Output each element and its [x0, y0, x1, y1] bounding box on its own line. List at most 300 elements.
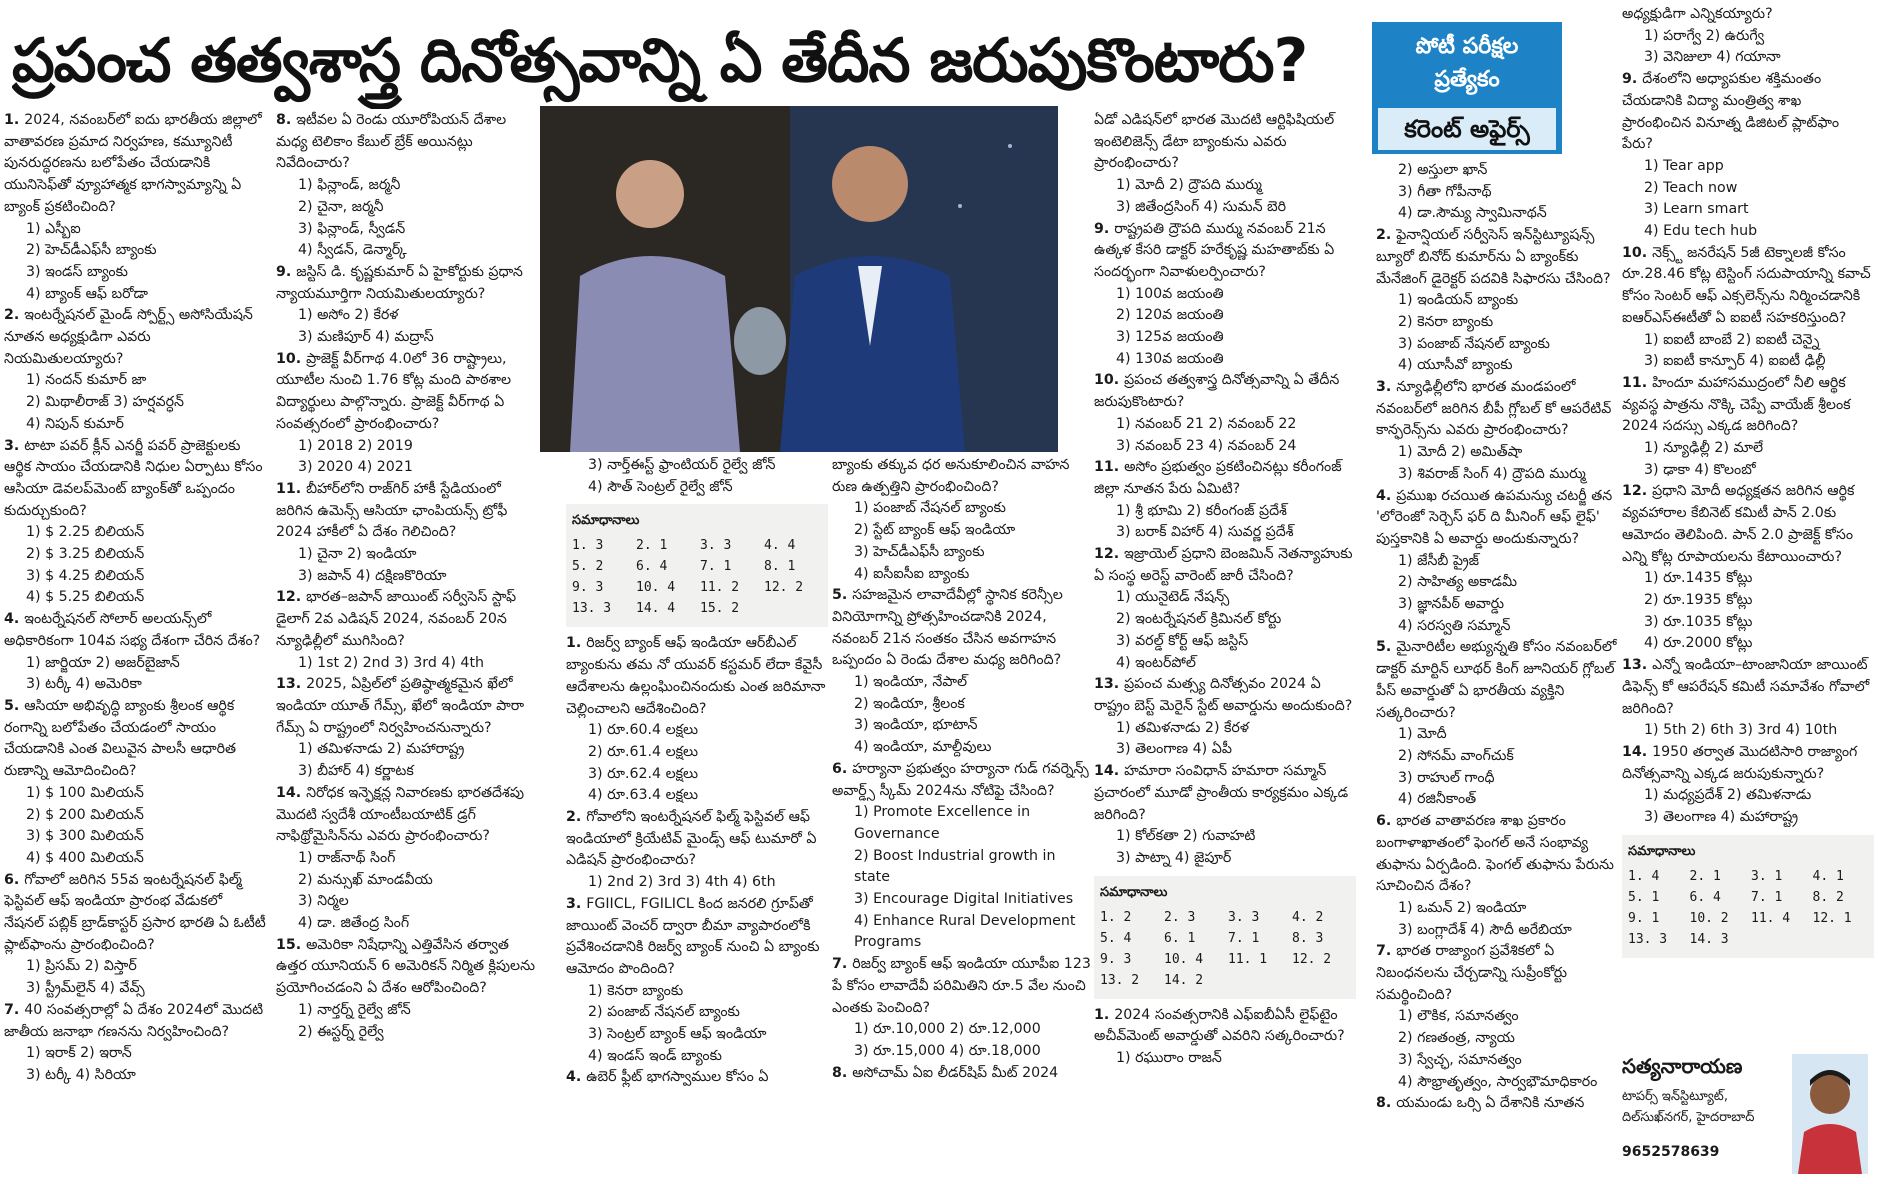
question-text	[1094, 761, 1356, 826]
question-body: రిజర్వ్ బ్యాంక్ ఆఫ్ ఇండియా ఆర్‌బీఎల్ బ్యాంకును తమ నో యువర్ కస్టమర్ లేదా కేవైసీ ఆదేశాలను ఉల్లంఘించినందుకు ఎంత జరిమానా చెల్లించాలని ఆదేశించింది?	[566, 635, 826, 717]
question-item	[4, 870, 266, 1000]
question-body: ఎన్నో ఇండియా–టాంజానియా జాయింట్ డిఫెన్స్ కో ఆపరేషన్ కమిటీ సమావేశం గోవాలో జరిగింది?	[1622, 657, 1870, 717]
question-body: యమండు ఒర్సి ఏ దేశానికి నూతన	[1396, 1095, 1585, 1112]
question-number: 9.	[276, 263, 297, 280]
question-number: 10.	[1094, 372, 1125, 389]
question-number: 4.	[1376, 487, 1397, 504]
question-number: 6.	[4, 871, 25, 888]
question-body: ఏడో ఎడిషన్‌లో భారత మొదటి ఆర్టిఫిషియల్ ఇంటెలిజెన్స్ డేటా బ్యాంకును ఎవరు ప్రారంభించారు?	[1094, 112, 1335, 172]
option-item: 1) నవంబర్ 21 2) నవంబర్ 22	[1116, 415, 1297, 432]
option-item: 3) నిర్మల	[298, 893, 349, 910]
answer-cell: 7. 1	[1228, 930, 1260, 946]
question-text	[1622, 481, 1874, 568]
question-item	[1094, 544, 1356, 674]
question-number: 11.	[1622, 374, 1653, 391]
question-text	[1094, 370, 1356, 413]
option-item: 3) స్ట్రీమ్‌లైన్ 4) వేవ్స్	[26, 980, 145, 997]
option-item: 3) వరల్డ్ కోర్ట్ ఆఫ్ జస్టిస్	[1116, 632, 1249, 649]
question-options	[1398, 898, 1620, 941]
question-number: 3.	[4, 437, 25, 454]
question-text	[1376, 377, 1620, 442]
question-number: 13.	[1622, 657, 1653, 674]
section-badge	[1372, 22, 1562, 154]
option-item: 4) ఐసీఐసీఐ బ్యాంకు	[854, 565, 970, 582]
question-number: 14.	[1622, 743, 1653, 760]
answer-cell: 10. 4	[1164, 951, 1204, 967]
question-options	[1644, 785, 1874, 828]
option-item: 1) మోదీ 2) అమిత్‌షా	[1398, 444, 1523, 461]
question-number: 1.	[4, 112, 25, 128]
question-item	[276, 110, 538, 262]
question-options	[1644, 26, 1874, 69]
question-body: ప్రపంచ తత్వశాస్త్ర దినోత్సవాన్ని ఏ తేదీన జరుపుకొంటారు?	[1094, 372, 1340, 411]
option-item: 3) నార్త్‌ఈస్ట్ ఫ్రాంటియర్ రైల్వే జోన్	[588, 457, 776, 473]
column-1-questions	[4, 110, 266, 1087]
option-item: 3) 2020 4) 2021	[298, 459, 413, 476]
option-item: 1) మధ్యప్రదేశ్ 2) తమిళనాడు	[1644, 787, 1812, 804]
question-number: 2.	[1376, 227, 1397, 244]
question-item	[566, 455, 828, 498]
option-item: 3) $ 300 మిలియన్	[26, 828, 144, 845]
question-text	[1376, 486, 1620, 551]
option-item: 3) వెనిజులా 4) గయానా	[1644, 49, 1781, 66]
question-text	[276, 783, 538, 848]
question-text	[566, 894, 828, 981]
option-item: 2) $ 3.25 బిలియన్	[26, 546, 145, 563]
question-text	[1376, 225, 1620, 290]
question-number: 5.	[4, 697, 25, 714]
option-item: 4) $ 400 మిలియన్	[26, 849, 144, 866]
question-text	[276, 587, 538, 652]
question-text	[1376, 637, 1620, 724]
right-person-head	[832, 146, 908, 222]
question-options	[854, 802, 1094, 954]
option-item: 1) Tear app	[1644, 157, 1724, 174]
option-item: 1) పంజాబ్ నేషనల్ బ్యాంకు	[854, 500, 1006, 517]
answer-cell: 12. 1	[1812, 910, 1852, 926]
question-body: బీహార్‌లోని రాజ్‌గిర్ హాకీ స్టేడియంలో జరిగిన ఉమెన్స్ ఆసియా ఛాంపియన్స్ ట్రోఫీ 2024 హాకీలో ఏ దేశం గెలిచింది?	[276, 480, 508, 541]
question-options	[298, 739, 538, 782]
question-options	[1644, 568, 1874, 655]
option-item: 1) 2018 2) 2019	[298, 437, 413, 454]
option-item: 3) రూ.1035 కోట్లు	[1644, 613, 1753, 630]
question-item	[4, 305, 266, 435]
answer-cell: 2. 3	[1164, 909, 1196, 925]
answer-cell: 14. 2	[1164, 972, 1204, 988]
question-number: 13.	[1094, 676, 1125, 693]
option-item: 4) $ 5.25 బిలియన్	[26, 589, 145, 606]
answer-cell: 2. 1	[636, 538, 668, 554]
question-body: ఉబెర్ ఫ్లీట్ భాగస్వాముల కోసం ఏ	[586, 1069, 769, 1086]
question-item	[832, 455, 1094, 585]
question-number: 8.	[1376, 1095, 1397, 1112]
question-options	[298, 848, 538, 935]
question-body: ఆసియా అభివృద్ధి బ్యాంకు శ్రీలంక ఆర్థిక రంగాన్ని బలోపేతం చేయడంలో సాయం చేయడానికి ఎంత విలువైన పాలసీ ఆధారిత రుణాన్ని ఆమోదించింది?	[4, 697, 237, 780]
author-name: సత్యనారాయణ	[1622, 1054, 1743, 1078]
author-box	[1614, 1044, 1874, 1180]
question-options	[26, 1043, 266, 1086]
option-item: 4) రజినీకాంత్	[1398, 791, 1477, 808]
question-item	[566, 633, 828, 807]
answer-cell: 11. 1	[1228, 951, 1268, 967]
question-body: అసోచామ్ ఏఐ లీడర్‌షిప్ మీట్ 2024	[852, 1064, 1059, 1081]
question-body: టాటా పవర్ క్లీన్ ఎనర్జీ పవర్ ప్రాజెక్టులకు ఆర్థిక సాయం చేయడానికి నిధుల ఏర్పాటు కోసం ఆసియా డెవలప్‌మెంట్ బ్యాంక్‌తో ఒప్పందం కుదుర్చుకుంది?	[4, 437, 263, 519]
award-photo-illustration	[540, 106, 1058, 452]
option-item: 1) యునైటెడ్ నేషన్స్	[1116, 589, 1230, 606]
option-item: 3) ఐఐటీ కాన్పూర్ 4) ఐఐటీ ఢిల్లీ	[1644, 353, 1826, 370]
option-item: 2) హెచ్‌డీఎఫ్‌సీ బ్యాంకు	[26, 242, 157, 259]
question-item	[1094, 674, 1356, 761]
answer-cell: 1. 4	[1628, 868, 1660, 884]
question-body: 2025, ఏప్రిల్‌లో ప్రతిష్ఠాత్మకమైన ఖేలో ఇండియా యూత్ గేమ్స్, ఖేలో ఇండియా పారా గేమ్స్ ఏ రాష్ట్రంలో నిర్వహించనున్నారు?	[276, 676, 525, 736]
question-options	[298, 544, 538, 587]
option-item: 4) Edu tech hub	[1644, 223, 1758, 240]
question-number: 10.	[1622, 244, 1653, 261]
answer-cell: 5. 1	[1628, 889, 1660, 905]
option-item: 2) రూ.1935 కోట్లు	[1644, 591, 1753, 608]
question-text	[1622, 69, 1874, 156]
question-options	[26, 219, 266, 306]
column-2-questions	[276, 110, 538, 1043]
option-item: 1) ఇండియా, నేపాల్	[854, 674, 968, 691]
answer-cell: 1. 2	[1100, 909, 1132, 925]
question-number: 6.	[832, 760, 853, 777]
answers-box-3	[1622, 835, 1874, 958]
option-item: 4) డా. జితేంద్ర సింగ్	[298, 915, 410, 932]
answer-cell: 14. 3	[1689, 931, 1729, 947]
question-text	[276, 110, 538, 175]
question-body: FGIICL, FGILICL కింద జనరలి గ్రూప్‌తో జాయింట్ వెంచర్ ద్వారా బీమా వ్యాపారంలోకి ప్రవేశించడానికి రిజర్వ్ బ్యాంక్ నుంచి ఏ బ్యాంకు ఆమోదం పొందింది?	[566, 895, 820, 977]
question-options	[26, 783, 266, 870]
question-body: బ్యాంకు తక్కువ ధర అనుకూలించిన వాహన రుణ ఉత్పత్తిని ప్రారంభించింది?	[832, 457, 1070, 495]
question-body: 40 సంవత్సరాల్లో ఏ దేశం 2024లో మొదటి జాతీయ జనాభా గణనను నిర్వహించింది?	[4, 1001, 264, 1040]
question-item	[1376, 941, 1620, 1093]
option-item: 1) చైనా 2) ఇండియా	[298, 546, 417, 563]
question-options	[26, 653, 266, 696]
question-options	[1398, 551, 1620, 638]
option-item: 1) అసోం 2) కేరళ	[298, 307, 399, 324]
question-options	[1116, 1048, 1356, 1070]
question-body: హమారా సంవిధాన్ హమారా సమ్మాన్ ప్రచారంలో మూడో ప్రాంతీయ కార్యక్రమం ఎక్కడ జరిగింది?	[1094, 763, 1349, 823]
column-5	[1094, 110, 1356, 1180]
option-item: 2) పంజాబ్ నేషనల్ బ్యాంకు	[588, 1004, 740, 1021]
author-institute	[1622, 1086, 1786, 1128]
option-item: 3) స్వేచ్ఛ, సమానత్వం	[1398, 1051, 1522, 1068]
page-headline: ప్రపంచ తత్వశాస్త్ర దినోత్సవాన్ని ఏ తేదీన జరుపుకొంటారు?	[12, 26, 1308, 96]
answers-grid	[572, 535, 822, 619]
question-body: ఇంటర్నేషనల్ మైండ్ స్పోర్ట్స్ అసోసియేషన్ నూతన అధ్యక్షుడిగా ఎవరు నియమితులయ్యారు?	[4, 307, 253, 367]
answer-cell: 13. 2	[1100, 972, 1140, 988]
answer-cell: 7. 1	[700, 559, 732, 575]
column-5-end	[1094, 1005, 1356, 1070]
question-number: 2.	[4, 307, 25, 324]
question-item	[832, 954, 1094, 1063]
option-item: 1) 5th 2) 6th 3) 3rd 4) 10th	[1644, 722, 1838, 739]
answer-cell: 4. 2	[1292, 909, 1324, 925]
question-number: 8.	[832, 1064, 853, 1081]
question-body: గోవాలో జరిగిన 55వ ఇంటర్నేషనల్ ఫిల్మ్ ఫెస్టివల్ ఆఫ్ ఇండియా ప్రారంభ వేడుకలో నేషనల్ పబ్లిక్ బ్రాడ్‌కాస్టర్ ప్రసార భారతి ఏ ఓటీటీ ప్లాట్‌ఫాంను ప్రారంభించింది?	[4, 871, 266, 953]
question-number: 13.	[276, 676, 307, 693]
option-item: 4) డా.సౌమ్య స్వామినాథన్	[1398, 205, 1547, 222]
option-item: 1) తమిళనాడు 2) మహారాష్ట్ర	[298, 741, 465, 758]
question-text	[276, 349, 538, 436]
option-item: 3) తెలంగాణ 4) మహారాష్ట్ర	[1644, 809, 1799, 826]
question-item	[276, 674, 538, 783]
answer-cell: 8. 1	[764, 559, 796, 575]
question-number: 7.	[832, 956, 853, 973]
question-options	[588, 455, 828, 498]
column-2	[276, 110, 538, 1180]
option-item: 1) రూ.1435 కోట్లు	[1644, 570, 1753, 587]
question-item	[276, 262, 538, 349]
question-text	[1622, 655, 1874, 720]
author-photo	[1792, 1054, 1868, 1174]
left-person-body	[570, 256, 740, 452]
question-text	[1094, 674, 1356, 717]
option-item: 3) $ 4.25 బిలియన్	[26, 567, 145, 584]
question-text	[276, 935, 538, 1000]
question-item	[1094, 110, 1356, 219]
option-item: 1) $ 100 మిలియన్	[26, 784, 144, 801]
option-item: 4) ఇండియా, మాల్దీవులు	[854, 739, 992, 756]
question-number: 3.	[1376, 379, 1397, 396]
question-number: 2.	[566, 809, 587, 826]
option-item: 1) నార్తర్న్ రైల్వే జోన్	[298, 1001, 411, 1018]
column-3-continued	[566, 455, 828, 498]
option-item: 3) జితేంద్రసింగ్ 4) సుమన్ బెరి	[1116, 198, 1287, 215]
answers-box-2	[1094, 876, 1356, 999]
option-item: 3) జపాన్ 4) దక్షిణకొరియా	[298, 567, 447, 584]
question-text	[1376, 811, 1620, 898]
question-number: 10.	[276, 350, 307, 367]
option-item: 3) Encourage Digital Initiatives	[854, 891, 1074, 908]
question-item	[1376, 225, 1620, 377]
option-item: 1) కోల్‌కతా 2) గువాహటి	[1116, 828, 1256, 845]
answer-cell: 3. 3	[1228, 909, 1260, 925]
question-item	[1376, 377, 1620, 486]
left-person-head	[616, 160, 684, 228]
option-item: 2) ఇండియా, శ్రీలంక	[854, 695, 965, 712]
option-item: 1) రఘురాం రాజన్	[1116, 1050, 1222, 1067]
option-item: 2) రూ.61.4 లక్షలు	[588, 743, 699, 760]
question-options	[1644, 438, 1874, 481]
answer-cell: 7. 1	[1751, 889, 1783, 905]
answers-grid	[1100, 907, 1350, 991]
answer-cell: 5. 2	[572, 559, 604, 575]
question-item	[1376, 1093, 1620, 1115]
question-options	[1116, 826, 1356, 869]
question-item	[1622, 4, 1874, 69]
answers-title: సమాధానాలు	[572, 513, 640, 529]
option-item: 1) శ్రీ భూమి 2) కరీంగంజ్ ప్రదేశ్	[1116, 502, 1287, 519]
option-item: 1) మోదీ	[1398, 726, 1447, 743]
author-phone: 9652578639	[1622, 1144, 1720, 1160]
question-options	[1398, 160, 1620, 225]
option-item: 4) రూ.2000 కోట్లు	[1644, 635, 1753, 652]
question-options	[1116, 284, 1356, 371]
question-options	[1116, 718, 1356, 761]
question-body: 2024 సంవత్సరానికి ఎఫ్ఐబీఏసీ లైఫ్‌టైం అచీవ్‌మెంట్ అవార్డుతో ఎవరిని సత్కరించారు?	[1094, 1006, 1345, 1045]
answer-cell: 5. 4	[1100, 930, 1132, 946]
question-text	[276, 479, 538, 544]
option-item: 4) నిపున్ కుమార్	[26, 415, 124, 432]
question-options	[1116, 501, 1356, 544]
question-item	[276, 935, 538, 1044]
question-number: 3.	[566, 895, 587, 912]
question-item	[4, 436, 266, 610]
question-item	[4, 1000, 266, 1087]
answer-cell: 11. 2	[700, 580, 740, 596]
question-item	[832, 585, 1094, 759]
answer-cell: 15. 2	[700, 601, 740, 617]
option-item: 2) Teach now	[1644, 179, 1738, 196]
question-options	[854, 498, 1094, 585]
author-institute-line-1: టాపర్స్ ఇన్‌స్టిట్యూట్,	[1622, 1089, 1728, 1104]
option-item: 2) సోనమ్ వాంగ్‌చుక్	[1398, 747, 1514, 764]
option-item: 3) రూ.15,000 4) రూ.18,000	[854, 1042, 1041, 1059]
question-text	[566, 633, 828, 720]
answer-cell: 9. 1	[1628, 910, 1660, 926]
question-text	[4, 436, 266, 523]
option-item: 2) మన్సుఖ్ మాండవీయ	[298, 871, 433, 888]
question-item	[1094, 761, 1356, 870]
question-body: ప్రముఖ రచయిత ఉపమన్యు చటర్జీ తన 'లోరెంజో సెర్చెస్ ఫర్ ది మీనింగ్ ఆఫ్ లైఫ్' పుస్తకానికి ఏ అవార్డు అందుకున్నారు?	[1376, 487, 1613, 547]
column-3	[566, 455, 828, 1180]
question-options	[588, 720, 828, 807]
option-item: 3) తెలంగాణ 4) ఏపీ	[1116, 741, 1232, 758]
option-item: 2) Boost Industrial growth in state	[854, 847, 1056, 886]
option-item: 3) రాహుల్ గాంధీ	[1398, 769, 1495, 786]
question-text	[276, 262, 538, 305]
question-body: రాష్ట్రపతి ద్రౌపది ముర్ము నవంబర్ 21న ఉత్కళ కేసరి డాక్టర్ హరేకృష్ణ మహతాబ్‌కు ఏ సందర్భంగా నివాళులర్పించారు?	[1094, 220, 1335, 280]
question-options	[298, 305, 538, 348]
badge-line-2: ప్రత్యేకం	[1434, 67, 1500, 92]
option-item: 3) శివరాజ్ సింగ్ 4) ద్రౌపది ముర్ము	[1398, 465, 1586, 482]
answer-cell: 9. 3	[572, 580, 604, 596]
column-7	[1622, 4, 1874, 1180]
badge-line-1: పోటీ పరీక్షల	[1415, 34, 1519, 59]
question-item	[1622, 742, 1874, 829]
option-item: 1) జార్జియా 2) అజర్‌బైజాన్	[26, 654, 180, 671]
option-item: 3) రూ.62.4 లక్షలు	[588, 765, 699, 782]
option-item: 1) ఇరాక్ 2) ఇరాన్	[26, 1045, 132, 1062]
question-number: 14.	[1094, 763, 1125, 780]
column-4	[832, 455, 1094, 1180]
answer-cell: 12. 2	[764, 580, 804, 596]
question-options	[1644, 330, 1874, 373]
question-text	[832, 1063, 1094, 1085]
option-item: 1) ప్రిసమ్ 2) విస్తార్	[26, 958, 137, 975]
question-text	[1094, 1005, 1356, 1048]
option-item: 2) మిథాలీరాజ్ 3) హర్షవర్ధన్	[26, 394, 185, 411]
question-item	[4, 696, 266, 870]
question-item	[1376, 486, 1620, 638]
question-item	[1376, 811, 1620, 941]
answer-cell: 14. 4	[636, 601, 676, 617]
option-item: 4) సౌత్ సెంట్రల్ రైల్వే జోన్	[588, 478, 733, 495]
option-item: 3) నవంబర్ 23 4) నవంబర్ 24	[1116, 437, 1297, 454]
option-item: 2) గణతంత్ర, న్యాయ	[1398, 1030, 1515, 1047]
option-item: 2) ఈస్టర్న్ రైల్వే	[298, 1023, 384, 1040]
question-text	[4, 305, 266, 370]
option-item: 1) తమిళనాడు 2) కేరళ	[1116, 719, 1249, 736]
question-body: హర్యానా ప్రభుత్వం హర్యానా గుడ్ గవర్నెన్స్ అవార్డ్స్ స్కీమ్ 2024ను నోటిఫై చేసింది?	[832, 760, 1089, 799]
question-number: 12.	[1094, 546, 1125, 563]
answer-cell: 10. 2	[1689, 910, 1729, 926]
question-body: ప్రాజెక్ట్ వీర్‌గాథ 4.0లో 36 రాష్ట్రాలు, యూటీల నుంచి 1.76 కోట్ల మంది పాఠశాల విద్యార్థులు పాల్గొన్నారు. ప్రాజెక్ట్ వీర్‌గాథ ఏ సంవత్సరంలో ప్రారంభించారు?	[276, 350, 512, 432]
option-item: 1) ఇండియన్ బ్యాంకు	[1398, 292, 1519, 309]
question-body: హిందూ మహాసముద్రంలో నీలి ఆర్థిక వ్యవస్థ పాత్రను నొక్కి చెప్పే వాయేజ్ శ్రీలంక 2024 సదస్సు ఎక్కడ జరిగింది?	[1622, 374, 1851, 435]
option-item: 4) 130వ జయంతి	[1116, 350, 1224, 367]
option-item: 3) సెంట్రల్ బ్యాంక్ ఆఫ్ ఇండియా	[588, 1026, 767, 1043]
question-number: 1.	[566, 635, 587, 652]
question-options	[854, 672, 1094, 759]
option-item: 1) ఐఐటీ బాంబే 2) ఐఐటీ చెన్నై	[1644, 331, 1820, 348]
trophy	[734, 307, 786, 375]
question-item	[276, 349, 538, 479]
question-body: 1950 తర్వాత మొదటిసారి రాజ్యాంగ దినోత్సవాన్ని ఎక్కడ జరుపుకున్నారు?	[1622, 743, 1858, 782]
question-body: ఇంటర్నేషనల్ సోలార్ అలయన్స్‌లో అధికారికంగా 104వ సభ్య దేశంగా చేరిన దేశం?	[4, 611, 261, 649]
option-item: 3) మణిపూర్ 4) మద్రాస్	[298, 329, 434, 346]
option-item: 1) ఫిన్లాండ్, జర్మనీ	[298, 177, 401, 194]
option-item: 3) పంజాబ్ నేషనల్ బ్యాంకు	[1398, 335, 1550, 352]
question-item	[566, 807, 828, 894]
question-number: 6.	[1376, 813, 1397, 830]
question-number: 4.	[4, 611, 25, 628]
question-text	[276, 674, 538, 739]
answers-box-1	[566, 504, 828, 627]
question-body: నెక్స్ట్ జనరేషన్ 5జీ టెక్నాలజీ కోసం రూ.28.46 కోట్ల టెస్టింగ్ సదుపాయాన్ని కవాచ్ కోసం సెంటర్ ఆఫ్ ఎక్సలెన్స్‌ను నిర్మించడానికి ఐఆర్ఎస్ఈటీతో ఏ ఐఐటీ సహకరిస్తుంది?	[1622, 244, 1871, 326]
question-number: 9.	[1094, 220, 1115, 237]
option-item: 4) ఇండస్ ఇండ్ బ్యాంకు	[588, 1047, 722, 1064]
question-text	[4, 1000, 266, 1043]
option-item: 1) 2nd 2) 3rd 3) 4th 4) 6th	[588, 874, 776, 891]
question-body: అమెరికా నిషేధాన్ని ఎత్తివేసిన తర్వాత ఉత్తర యూనియన్ 6 అమెరికన్ నిర్మిత క్లిపులను ప్రయోగించడంని ఏ దేశం ఆరోపించింది?	[276, 936, 535, 997]
question-body: సహజమైన లావాదేవీల్లో స్థానిక కరెన్సీల వినియోగాన్ని ప్రోత్సహించడానికి 2024, నవంబర్ 21న సంతకం చేసిన అవగాహన ఒప్పందం ఏ రెండు దేశాల మధ్య జరిగింది?	[832, 587, 1063, 669]
option-item: 3) బీహార్ 4) కర్ణాటక	[298, 763, 414, 780]
option-item: 3) ఫిన్లాండ్, స్వీడన్	[298, 220, 406, 237]
option-item: 1) నందన్ కుమార్ జా	[26, 372, 147, 389]
question-body: దేశంలోని అధ్యాపకుల శక్తిమంతం చేయడానికి విద్యా మంత్రిత్వ శాఖ ప్రారంభించిన వినూత్న డిజిటల్ ప్లాట్‌ఫాం పేరు?	[1622, 71, 1840, 153]
question-text	[832, 585, 1094, 672]
question-options	[1116, 414, 1356, 457]
option-item: 1) జేసీబీ ప్రైజ్	[1398, 552, 1480, 569]
option-item: 4) బ్యాంక్ ఆఫ్ బరోడా	[26, 285, 148, 302]
option-item: 2) అస్తులా ఖాన్	[1398, 162, 1488, 178]
answer-cell: 13. 3	[1628, 931, 1668, 947]
option-item: 1) మోదీ 2) ద్రౌపది ముర్ము	[1116, 177, 1262, 194]
question-body: భారత–జపాన్ జాయింట్ సర్వీసెస్ స్టాఫ్ డైలాగ్ 2వ ఎడిషన్ 2024, నవంబర్ 20న న్యూఢిల్లీలో ముగిసింది?	[276, 589, 517, 649]
option-item: 2) $ 200 మిలియన్	[26, 806, 144, 823]
question-body: ఇజ్రాయెల్ ప్రధాని బెంజమిన్ నెతన్యాహుకు ఏ సంస్థ అరెస్ట్ వారెంట్ జారీ చేసింది?	[1094, 546, 1353, 584]
question-number: 1.	[1094, 1006, 1115, 1023]
question-number: 12.	[1622, 483, 1653, 500]
question-options	[1398, 442, 1620, 485]
question-body: జస్టిస్ డి. కృష్ణకుమార్ ఏ హైకోర్టుకు ప్రధాన న్యాయమూర్తిగా నియమితులయ్యారు?	[276, 263, 523, 302]
question-item	[1094, 457, 1356, 544]
badge-line-3: కరెంట్ అఫైర్స్	[1378, 108, 1556, 150]
option-item: 1) $ 2.25 బిలియన్	[26, 524, 145, 541]
question-item	[4, 609, 266, 696]
option-item: 2) సాహిత్య అకాడమీ	[1398, 574, 1518, 591]
option-item: 1) ఒమన్ 2) ఇండియా	[1398, 899, 1527, 916]
question-body: రిజర్వ్ బ్యాంక్ ఆఫ్ ఇండియా యూపీఐ 123 పే కోసం లావాదేవీ పరిమితిని రూ.5 వేల నుంచి ఎంతకు పెంచింది?	[832, 956, 1091, 1016]
column-6-questions	[1376, 160, 1620, 1115]
question-body: అధ్యక్షుడిగా ఎన్నికయ్యారు?	[1622, 6, 1773, 22]
question-number: 14.	[276, 784, 307, 801]
option-item: 3) హెచ్‌డీఎఫ్‌సీ బ్యాంకు	[854, 543, 985, 560]
question-text	[1622, 4, 1874, 26]
